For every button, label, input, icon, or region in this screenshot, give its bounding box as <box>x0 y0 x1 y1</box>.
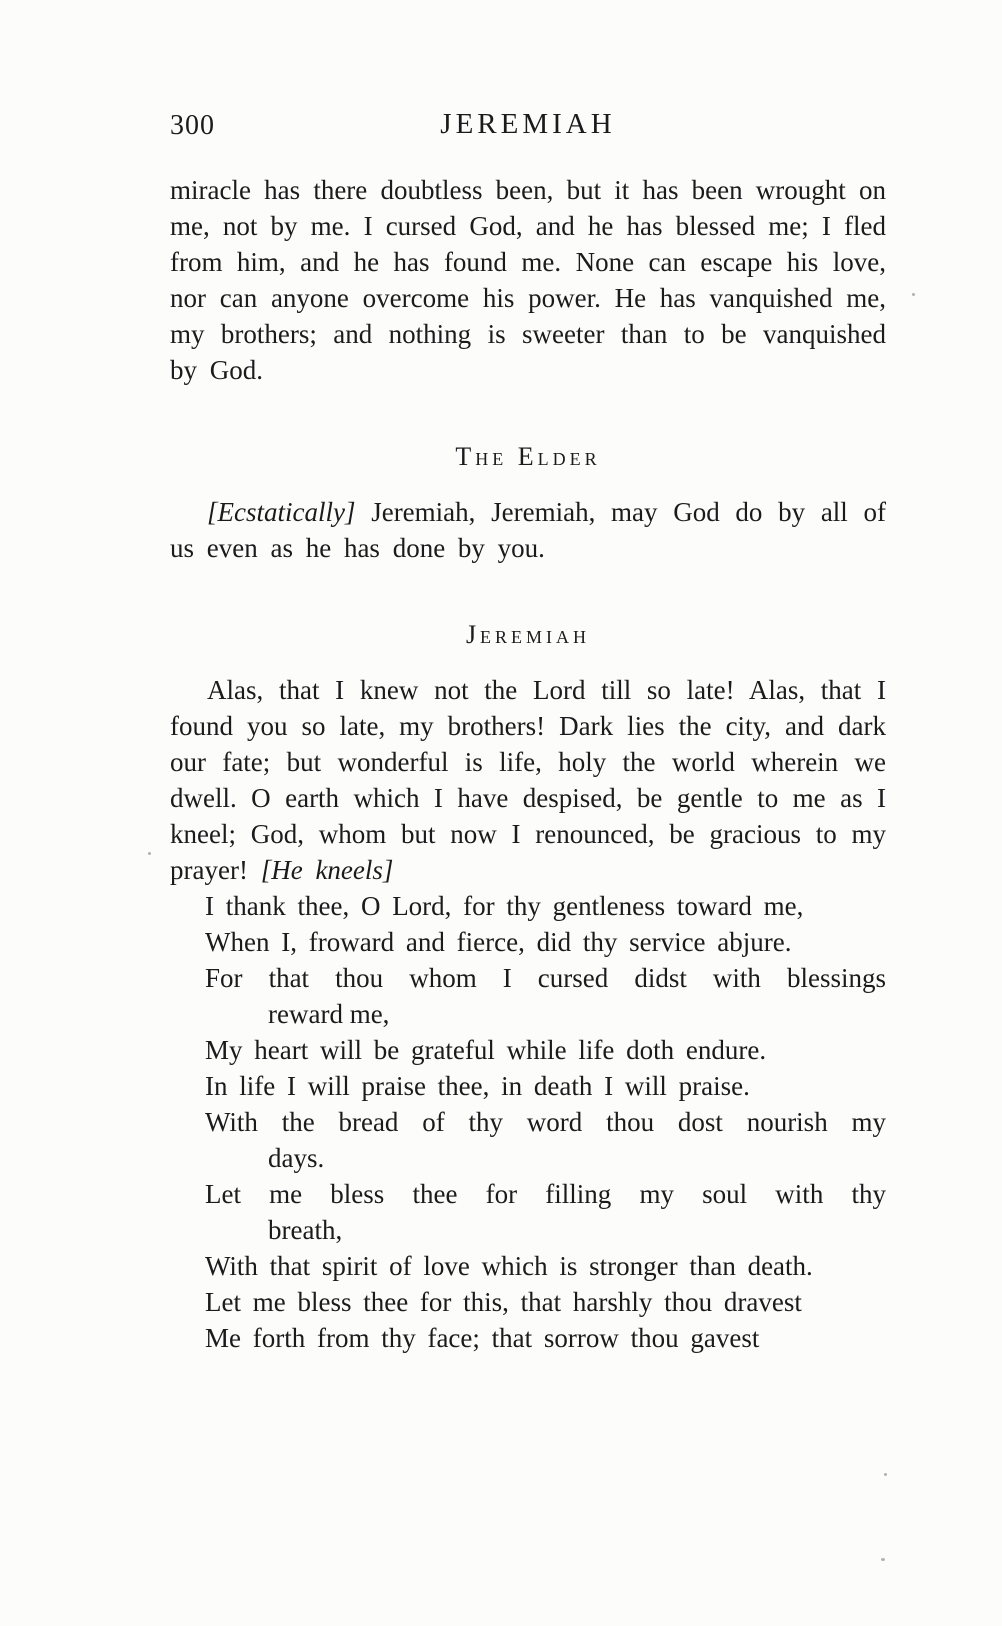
verse-text: Me forth from thy face; that sorrow thou gavest <box>205 1323 760 1353</box>
verse-line <box>170 1176 886 1248</box>
verse-text: In life I will praise thee, in death I will praise. <box>205 1071 750 1101</box>
running-header: JEREMIAH <box>440 108 616 140</box>
verse-line <box>170 1248 886 1284</box>
verse-block <box>170 888 886 1356</box>
speech-text: Alas, that I knew not the Lord till so late! Alas, that I found you so late, my brothers! Dark lies the city, and dark our fate; but wonderful is life, holy the world wherein we dwell. O earth which I have despised, be gentle to me as I kneel; God, whom but now I renounced, be gracious to my prayer! <box>170 675 886 885</box>
verse-line <box>170 1104 886 1176</box>
verse-line <box>170 888 886 924</box>
page-header <box>170 106 886 148</box>
verse-line <box>170 1284 886 1320</box>
stage-direction: [He kneels] <box>260 855 394 885</box>
scan-speck <box>881 1558 885 1561</box>
verse-line <box>170 1068 886 1104</box>
elder-speech <box>170 494 886 566</box>
scan-speck <box>148 852 151 855</box>
verse-text: With the bread of thy word thou dost nourish my <box>205 1107 886 1137</box>
verse-text: For that thou whom I cursed didst with blessings <box>205 963 886 993</box>
verse-text: I thank thee, O Lord, for thy gentleness toward me, <box>205 891 804 921</box>
page-number: 300 <box>170 110 215 141</box>
verse-continuation: reward me, <box>268 999 390 1029</box>
stage-direction: [Ecstatically] <box>207 497 356 527</box>
scan-speck <box>884 1473 887 1476</box>
scan-speck <box>912 293 915 296</box>
speaker-heading-elder: The Elder <box>455 442 601 471</box>
verse-text: Let me bless thee for this, that harshly thou dravest <box>205 1287 802 1317</box>
verse-text: Let me bless thee for filling my soul with thy <box>205 1179 886 1209</box>
continuation-paragraph: miracle has there doubtless been, but it has been wrought on me, not by me. I cursed God, and he has blessed me; I fled from him, and he has found me. None can escape his love, nor can anyone overcome his power. He has vanquished me, my brothers; and nothing is sweeter than to be vanquished by God. <box>170 175 886 385</box>
verse-line <box>170 924 886 960</box>
verse-text: When I, froward and fierce, did thy service abjure. <box>205 927 792 957</box>
verse-text: My heart will be grateful while life doth endure. <box>205 1035 767 1065</box>
verse-text: With that spirit of love which is stronger than death. <box>205 1251 813 1281</box>
verse-continuation: breath, <box>268 1215 343 1245</box>
verse-line <box>170 1320 886 1356</box>
verse-continuation: days. <box>268 1143 325 1173</box>
speech-text: Jeremiah, Jeremiah, may God do by all of us even as he has done by you. <box>170 497 887 563</box>
jeremiah-speech-prose <box>170 672 886 888</box>
text-block <box>170 106 886 1356</box>
speaker-heading-jeremiah: Jeremiah <box>465 620 591 649</box>
verse-line <box>170 960 886 1032</box>
verse-line <box>170 1032 886 1068</box>
